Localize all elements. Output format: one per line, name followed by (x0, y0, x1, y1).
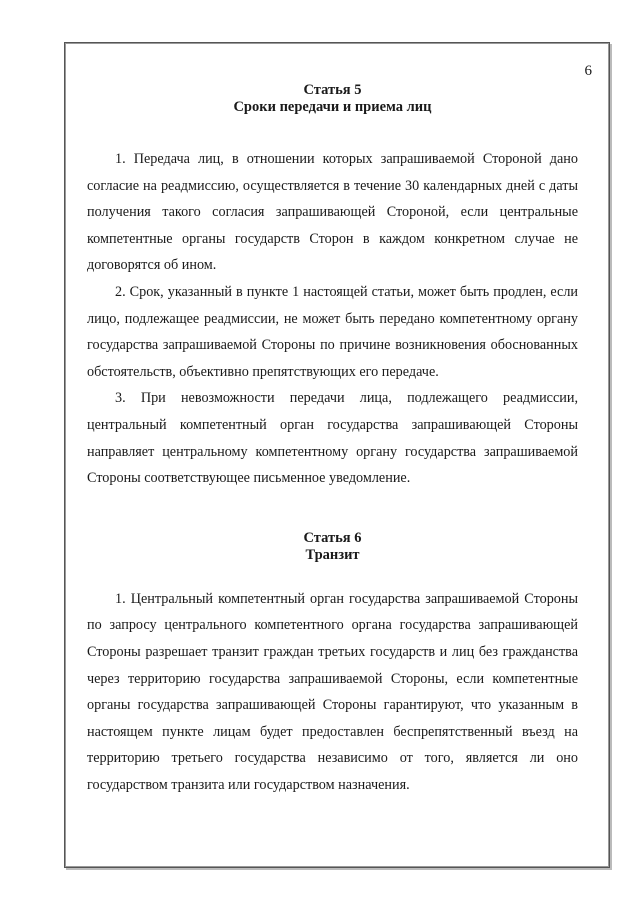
article-6 (87, 530, 578, 799)
page-number: 6 (584, 63, 592, 79)
article-5-paragraph-3: 3. При невозможности передачи лица, подлежащего реадмиссии, центральный компетентный орган государства запрашивающей Стороны направляет центральному компетентному органу государства запрашиваемой Стороны соответствующее письменное уведомление. (87, 390, 578, 487)
article-6-heading (87, 530, 578, 564)
article-6-number: Статья 6 (303, 529, 362, 546)
article-5-heading (87, 82, 578, 116)
article-6-title: Транзит (305, 546, 360, 563)
document-body (87, 82, 578, 798)
article-5-number: Статья 5 (303, 82, 362, 98)
article-5-paragraph-1: 1. Передача лиц, в отношении которых запрашиваемой Стороной дано согласие на реадмиссию, осуществляется в течение 30 календарных дней с даты получения такого согласия запрашивающей Стороной, если центральные компетентные органы государств Сторон в каждом конкретном случае не договорятся об ином. (87, 151, 578, 274)
article-6-paragraph-1: 1. Центральный компетентный орган государства запрашиваемой Стороны по запросу центрального компетентного органа государства запрашивающей Стороны разрешает транзит граждан третьих государств и лиц без гражданства через территорию государства запрашиваемой Стороны, если компетентные органы государства запрашивающей Стороны гарантируют, что указанным в настоящем пункте лицам будет предоставлен беспрепятственный въезд на территорию третьего государства независимо от того, является ли оно государством транзита или государством назначения. (87, 590, 578, 793)
article-5 (87, 82, 578, 492)
article-5-paragraph-2: 2. Срок, указанный в пункте 1 настоящей статьи, может быть продлен, если лицо, подлежащее реадмиссии, не может быть передано компетентному органу государства запрашиваемой Стороны по причине возникновения обоснованных обстоятельств, объективно препятствующих его передаче. (87, 283, 578, 380)
article-5-title: Сроки передачи и приема лиц (233, 99, 432, 115)
